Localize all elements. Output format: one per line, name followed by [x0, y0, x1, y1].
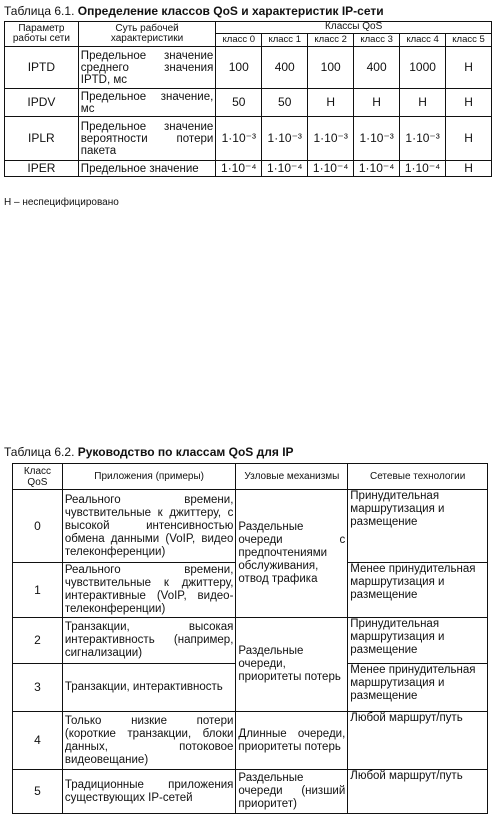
- row-app: Реального времени, чувствительные к джиттеру, интерактивные (VoIP, видео-телеконференции): [62, 563, 236, 618]
- row-param: IPER: [5, 161, 79, 177]
- cell-value: 400: [262, 47, 308, 89]
- table1-note: Н – неспецифицировано: [4, 197, 119, 208]
- cell-value: Н: [446, 47, 492, 89]
- row-tech: Принудительная маршрутизация и размещение: [348, 618, 488, 664]
- table-row: [13, 712, 488, 770]
- header-mech: Узловые механизмы: [236, 464, 348, 490]
- header-tech: Сетевые технологии: [348, 464, 488, 490]
- row-desc: Предельное значение: [78, 161, 216, 177]
- cell-value: 50: [216, 89, 262, 117]
- row-app: Транзакции, высокая интерактивность (например, сигнализации): [62, 618, 236, 664]
- row-app: Транзакции, интерактивность: [62, 664, 236, 712]
- cell-value: 1·10⁻⁴: [216, 161, 262, 177]
- header-class-2: класс 2: [308, 34, 354, 47]
- qos-classes-table: [4, 21, 492, 177]
- row-class: 1: [13, 563, 63, 618]
- row-app: Традиционные приложения существующих IP-сетей: [62, 770, 236, 814]
- table2-caption-title: Руководство по классам QoS для IP: [77, 445, 294, 459]
- row-app: Реального времени, чувствительные к джиттеру, с высокой интенсивностью обмена данными (VoIP, видео телеконференции): [62, 490, 236, 563]
- row-desc: Предельное значение, мс: [78, 89, 216, 117]
- cell-value: 1·10⁻⁴: [262, 161, 308, 177]
- cell-value: 400: [354, 47, 400, 89]
- cell-value: Н: [354, 89, 400, 117]
- row-mech: Раздельные очереди с предпочтениями обслуживания, отвод трафика: [236, 490, 348, 618]
- cell-value: Н: [446, 89, 492, 117]
- row-param: IPLR: [5, 117, 79, 161]
- cell-value: 100: [216, 47, 262, 89]
- cell-value: 1·10⁻³: [354, 117, 400, 161]
- row-mech: Раздельные очереди (низший приоритет): [236, 770, 348, 814]
- header-essence: Суть рабочей характеристики: [78, 22, 216, 47]
- row-app: Только низкие потери (короткие транзакции, блоки данных, потоковое видеовещание): [62, 712, 236, 770]
- cell-value: 1·10⁻³: [400, 117, 446, 161]
- header-class-1: класс 1: [262, 34, 308, 47]
- row-param: IPDV: [5, 89, 79, 117]
- cell-value: Н: [400, 89, 446, 117]
- row-mech: Раздельные очереди, приоритеты потерь: [236, 618, 348, 712]
- table-row: [5, 117, 492, 161]
- header-class: Класс QoS: [13, 464, 63, 490]
- table-row: [13, 490, 488, 563]
- row-tech: Менее принудительная маршрутизация и размещение: [348, 563, 488, 618]
- row-class: 3: [13, 664, 63, 712]
- cell-value: Н: [446, 117, 492, 161]
- row-desc: Предельное значение вероятности потери пакета: [78, 117, 216, 161]
- table1-caption-title: Определение классов QoS и характеристик IP-сети: [77, 4, 384, 18]
- table-row: [5, 89, 492, 117]
- table2-caption-prefix: Таблица 6.2.: [4, 445, 75, 459]
- row-class: 2: [13, 618, 63, 664]
- table-row: [13, 770, 488, 814]
- row-param: IPTD: [5, 47, 79, 89]
- row-class: 5: [13, 770, 63, 814]
- header-param: Параметр работы сети: [5, 22, 79, 47]
- table2-caption: [4, 445, 294, 459]
- header-class-4: класс 4: [400, 34, 446, 47]
- cell-value: 1·10⁻³: [308, 117, 354, 161]
- table1-caption-prefix: Таблица 6.1.: [4, 4, 75, 18]
- cell-value: 50: [262, 89, 308, 117]
- header-class-5: класс 5: [446, 34, 492, 47]
- header-class-3: класс 3: [354, 34, 400, 47]
- table-row: [13, 618, 488, 664]
- row-tech: Любой маршрут/путь: [348, 712, 488, 770]
- cell-value: Н: [308, 89, 354, 117]
- cell-value: 1·10⁻³: [262, 117, 308, 161]
- header-classes-group: Классы QoS: [216, 22, 492, 34]
- cell-value: Н: [446, 161, 492, 177]
- cell-value: 100: [308, 47, 354, 89]
- header-apps: Приложения (примеры): [62, 464, 236, 490]
- table-row: [5, 161, 492, 177]
- row-tech: Принудительная маршрутизация и размещение: [348, 490, 488, 563]
- row-tech: Менее принудительная маршрутизация и размещение: [348, 664, 488, 712]
- cell-value: 1·10⁻³: [216, 117, 262, 161]
- cell-value: 1·10⁻⁴: [354, 161, 400, 177]
- row-desc: Предельное значение среднего значения IPTD, мс: [78, 47, 216, 89]
- row-class: 0: [13, 490, 63, 563]
- table1-caption: [4, 4, 384, 18]
- table-row: [5, 47, 492, 89]
- qos-guide-table: [12, 463, 488, 814]
- cell-value: 1·10⁻⁴: [400, 161, 446, 177]
- cell-value: 1·10⁻⁴: [308, 161, 354, 177]
- row-class: 4: [13, 712, 63, 770]
- row-mech: Длинные очереди, приоритеты потерь: [236, 712, 348, 770]
- cell-value: 1000: [400, 47, 446, 89]
- row-tech: Любой маршрут/путь: [348, 770, 488, 814]
- header-class-0: класс 0: [216, 34, 262, 47]
